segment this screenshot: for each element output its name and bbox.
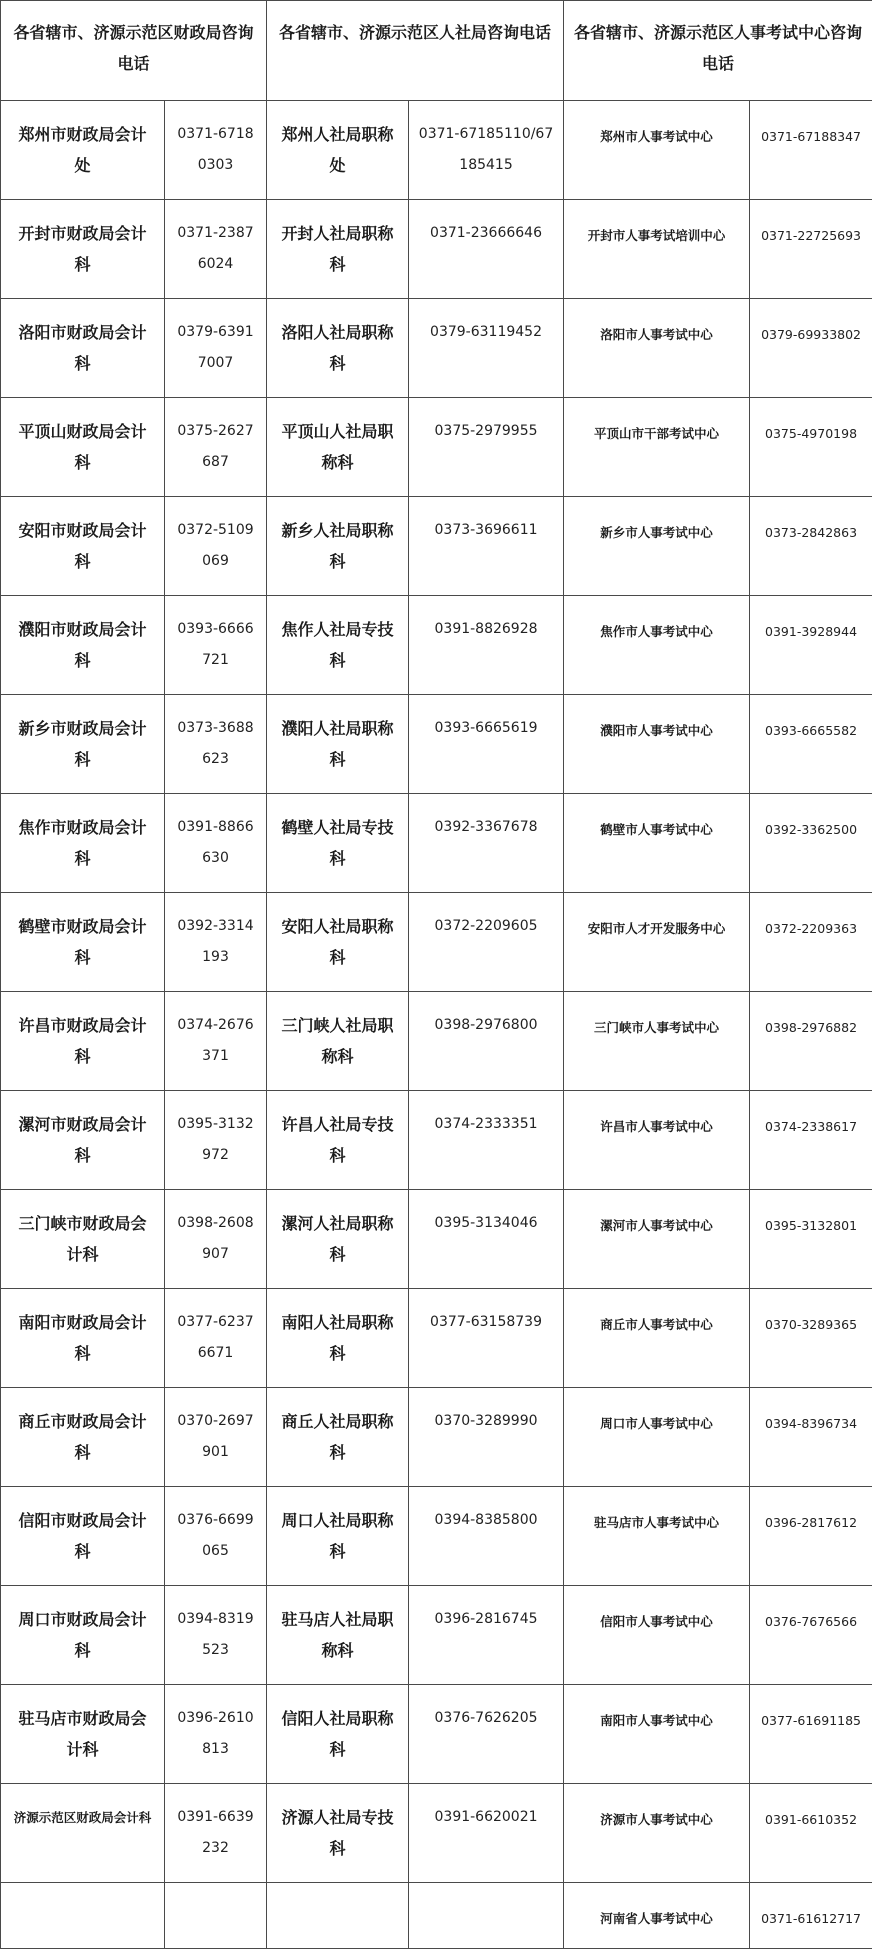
hrss-bureau-name: 信阳人社局职称科 [267,1685,409,1784]
hrss-bureau-phone: 0372-2209605 [409,893,564,992]
hrss-bureau-name: 安阳人社局职称科 [267,893,409,992]
finance-bureau-name: 周口市财政局会计科 [1,1586,165,1685]
finance-bureau-name: 郑州市财政局会计处 [1,101,165,200]
exam-center-name: 漯河市人事考试中心 [564,1190,750,1289]
exam-center-name: 开封市人事考试培训中心 [564,200,750,299]
table-row [1,1685,872,1784]
hrss-bureau-phone: 0379-63119452 [409,299,564,398]
exam-center-phone: 0371-67188347 [750,101,872,200]
hrss-bureau-name: 商丘人社局职称科 [267,1388,409,1487]
table-row [1,1190,872,1289]
hrss-bureau-name: 平顶山人社局职称科 [267,398,409,497]
finance-bureau-phone: 0393-6666721 [165,596,267,695]
exam-center-phone: 0371-61612717 [750,1883,872,1949]
table-row [1,1883,872,1949]
hrss-bureau-phone [409,1883,564,1949]
finance-bureau-name: 洛阳市财政局会计科 [1,299,165,398]
hrss-bureau-phone: 0371-23666646 [409,200,564,299]
hrss-bureau-phone: 0393-6665619 [409,695,564,794]
exam-center-name: 濮阳市人事考试中心 [564,695,750,794]
hrss-bureau-name: 郑州人社局职称处 [267,101,409,200]
hrss-bureau-name: 驻马店人社局职称科 [267,1586,409,1685]
table-row [1,200,872,299]
exam-center-name: 鹤壁市人事考试中心 [564,794,750,893]
hrss-bureau-name: 新乡人社局职称科 [267,497,409,596]
table-row [1,1487,872,1586]
exam-center-phone: 0375-4970198 [750,398,872,497]
exam-center-phone: 0370-3289365 [750,1289,872,1388]
finance-bureau-name: 南阳市财政局会计科 [1,1289,165,1388]
hrss-bureau-name: 开封人社局职称科 [267,200,409,299]
hrss-bureau-name: 许昌人社局专技科 [267,1091,409,1190]
hrss-bureau-name: 洛阳人社局职称科 [267,299,409,398]
exam-center-phone: 0395-3132801 [750,1190,872,1289]
finance-bureau-phone: 0396-2610813 [165,1685,267,1784]
table-row [1,1784,872,1883]
exam-center-name: 驻马店市人事考试中心 [564,1487,750,1586]
hrss-bureau-header: 各省辖市、济源示范区人社局咨询电话 [267,1,564,101]
finance-bureau-name: 新乡市财政局会计科 [1,695,165,794]
exam-center-name: 信阳市人事考试中心 [564,1586,750,1685]
finance-bureau-phone: 0394-8319523 [165,1586,267,1685]
exam-center-name: 周口市人事考试中心 [564,1388,750,1487]
hrss-bureau-name: 济源人社局专技科 [267,1784,409,1883]
table-row [1,992,872,1091]
hrss-bureau-phone: 0375-2979955 [409,398,564,497]
exam-center-phone: 0392-3362500 [750,794,872,893]
finance-bureau-phone: 0391-6639232 [165,1784,267,1883]
finance-bureau-header: 各省辖市、济源示范区财政局咨询电话 [1,1,267,101]
hrss-bureau-name: 焦作人社局专技科 [267,596,409,695]
finance-bureau-phone: 0376-6699065 [165,1487,267,1586]
table-row [1,794,872,893]
finance-bureau-phone: 0377-62376671 [165,1289,267,1388]
header-row [1,1,872,101]
finance-bureau-phone [165,1883,267,1949]
table-row [1,695,872,794]
table-row [1,596,872,695]
exam-center-phone: 0394-8396734 [750,1388,872,1487]
exam-center-phone: 0377-61691185 [750,1685,872,1784]
hrss-bureau-phone: 0391-6620021 [409,1784,564,1883]
hrss-bureau-phone: 0371-67185110/67185415 [409,101,564,200]
exam-center-name: 郑州市人事考试中心 [564,101,750,200]
exam-center-phone: 0372-2209363 [750,893,872,992]
finance-bureau-phone: 0391-8866630 [165,794,267,893]
finance-bureau-phone: 0375-2627687 [165,398,267,497]
exam-center-name: 济源市人事考试中心 [564,1784,750,1883]
exam-center-name: 商丘市人事考试中心 [564,1289,750,1388]
finance-bureau-phone: 0370-2697901 [165,1388,267,1487]
finance-bureau-name: 许昌市财政局会计科 [1,992,165,1091]
finance-bureau-name: 信阳市财政局会计科 [1,1487,165,1586]
exam-center-phone: 0396-2817612 [750,1487,872,1586]
finance-bureau-phone: 0371-23876024 [165,200,267,299]
hrss-bureau-name [267,1883,409,1949]
finance-bureau-name: 开封市财政局会计科 [1,200,165,299]
finance-bureau-name: 安阳市财政局会计科 [1,497,165,596]
hrss-bureau-phone: 0391-8826928 [409,596,564,695]
finance-bureau-phone: 0371-67180303 [165,101,267,200]
hrss-bureau-phone: 0373-3696611 [409,497,564,596]
finance-bureau-phone: 0372-5109069 [165,497,267,596]
hrss-bureau-name: 漯河人社局职称科 [267,1190,409,1289]
finance-bureau-name: 三门峡市财政局会计科 [1,1190,165,1289]
finance-bureau-name: 驻马店市财政局会计科 [1,1685,165,1784]
table-row [1,398,872,497]
hrss-bureau-phone: 0376-7626205 [409,1685,564,1784]
finance-bureau-name: 漯河市财政局会计科 [1,1091,165,1190]
hrss-bureau-phone: 0374-2333351 [409,1091,564,1190]
finance-bureau-name: 鹤壁市财政局会计科 [1,893,165,992]
finance-bureau-phone: 0395-3132972 [165,1091,267,1190]
exam-center-phone: 0391-3928944 [750,596,872,695]
exam-center-name: 新乡市人事考试中心 [564,497,750,596]
table-row [1,497,872,596]
finance-bureau-phone: 0374-2676371 [165,992,267,1091]
exam-center-name: 许昌市人事考试中心 [564,1091,750,1190]
hrss-bureau-phone: 0392-3367678 [409,794,564,893]
exam-center-name: 南阳市人事考试中心 [564,1685,750,1784]
hrss-bureau-name: 三门峡人社局职称科 [267,992,409,1091]
finance-bureau-name: 商丘市财政局会计科 [1,1388,165,1487]
exam-center-name: 河南省人事考试中心 [564,1883,750,1949]
hrss-bureau-phone: 0395-3134046 [409,1190,564,1289]
exam-center-name: 平顶山市干部考试中心 [564,398,750,497]
exam-center-name: 洛阳市人事考试中心 [564,299,750,398]
finance-bureau-phone: 0379-63917007 [165,299,267,398]
hrss-bureau-phone: 0394-8385800 [409,1487,564,1586]
exam-center-header: 各省辖市、济源示范区人事考试中心咨询电话 [564,1,872,101]
table-row [1,893,872,992]
exam-center-phone: 0376-7676566 [750,1586,872,1685]
table-row [1,1388,872,1487]
hrss-bureau-name: 南阳人社局职称科 [267,1289,409,1388]
finance-bureau-phone: 0398-2608907 [165,1190,267,1289]
finance-bureau-name: 焦作市财政局会计科 [1,794,165,893]
exam-center-name: 焦作市人事考试中心 [564,596,750,695]
hrss-bureau-name: 濮阳人社局职称科 [267,695,409,794]
exam-center-phone: 0374-2338617 [750,1091,872,1190]
exam-center-phone: 0373-2842863 [750,497,872,596]
finance-bureau-phone: 0373-3688623 [165,695,267,794]
finance-bureau-name: 濮阳市财政局会计科 [1,596,165,695]
hrss-bureau-phone: 0377-63158739 [409,1289,564,1388]
exam-center-phone: 0391-6610352 [750,1784,872,1883]
exam-center-phone: 0398-2976882 [750,992,872,1091]
exam-center-phone: 0371-22725693 [750,200,872,299]
table-body [1,1,872,1949]
finance-bureau-name [1,1883,165,1949]
table-row [1,299,872,398]
table-row [1,101,872,200]
exam-center-name: 三门峡市人事考试中心 [564,992,750,1091]
finance-bureau-phone: 0392-3314193 [165,893,267,992]
hrss-bureau-name: 鹤壁人社局专技科 [267,794,409,893]
hrss-bureau-phone: 0370-3289990 [409,1388,564,1487]
hrss-bureau-phone: 0396-2816745 [409,1586,564,1685]
table-row [1,1091,872,1190]
hrss-bureau-phone: 0398-2976800 [409,992,564,1091]
table-row [1,1586,872,1685]
finance-bureau-name: 济源示范区财政局会计科 [1,1784,165,1883]
finance-bureau-name: 平顶山财政局会计科 [1,398,165,497]
exam-center-phone: 0379-69933802 [750,299,872,398]
exam-center-phone: 0393-6665582 [750,695,872,794]
table-row [1,1289,872,1388]
hrss-bureau-name: 周口人社局职称科 [267,1487,409,1586]
exam-center-name: 安阳市人才开发服务中心 [564,893,750,992]
